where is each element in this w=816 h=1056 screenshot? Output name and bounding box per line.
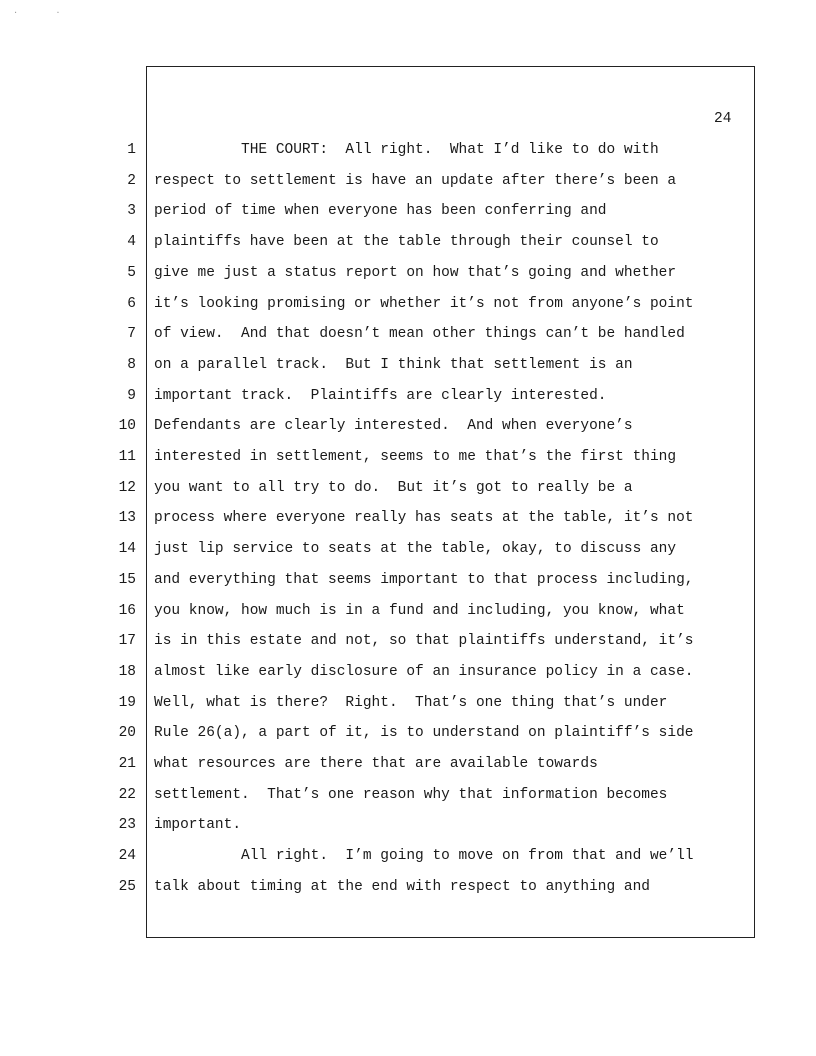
transcript-line — [0, 447, 816, 478]
line-number: 5 — [127, 264, 136, 281]
line-number: 18 — [118, 663, 136, 680]
transcript-line — [0, 815, 816, 846]
line-number: 15 — [118, 571, 136, 588]
line-text: is in this estate and not, so that plaintiffs understand, it’s — [154, 633, 694, 650]
line-text: important. — [154, 817, 242, 834]
line-text: of view. And that doesn’t mean other things can’t be handled — [154, 326, 685, 343]
line-number: 24 — [118, 848, 136, 865]
transcript-line — [0, 539, 816, 570]
line-number: 19 — [118, 694, 136, 711]
line-text: process where everyone really has seats at the table, it’s not — [154, 510, 694, 527]
transcript-line — [0, 508, 816, 539]
transcript-line — [0, 662, 816, 693]
line-text: give me just a status report on how that’s going and whether — [154, 264, 677, 281]
transcript-line — [0, 846, 816, 877]
line-number: 25 — [118, 878, 136, 895]
line-text: Rule 26(a), a part of it, is to understand on plaintiff’s side — [154, 725, 694, 742]
transcript-line — [0, 570, 816, 601]
line-text: you want to all try to do. But it’s got to really be a — [154, 479, 633, 496]
line-number: 23 — [118, 817, 136, 834]
line-number: 2 — [127, 172, 136, 189]
transcript-line — [0, 232, 816, 263]
line-number: 17 — [118, 633, 136, 650]
line-number: 20 — [118, 725, 136, 742]
line-number: 14 — [118, 541, 136, 558]
line-text: Defendants are clearly interested. And when everyone’s — [154, 418, 633, 435]
transcript-line — [0, 877, 816, 908]
line-text: you know, how much is in a fund and including, you know, what — [154, 602, 685, 619]
transcript-line — [0, 416, 816, 447]
line-text: settlement. That’s one reason why that information becomes — [154, 786, 668, 803]
line-number: 10 — [118, 418, 136, 435]
transcript-line — [0, 631, 816, 662]
transcript-line — [0, 693, 816, 724]
transcript-line — [0, 386, 816, 417]
transcript-line — [0, 754, 816, 785]
line-number: 12 — [118, 479, 136, 496]
line-number: 7 — [127, 326, 136, 343]
line-number: 11 — [118, 449, 136, 465]
line-text: plaintiffs have been at the table through their counsel to — [154, 234, 659, 251]
line-text: All right. I’m going to move on from that and we’ll — [154, 848, 694, 865]
transcript-line — [0, 478, 816, 509]
line-text: almost like early disclosure of an insurance policy in a case. — [154, 663, 694, 680]
transcript-line — [0, 723, 816, 754]
line-number: 22 — [118, 786, 136, 803]
transcript-line — [0, 263, 816, 294]
line-number: 6 — [127, 295, 136, 312]
transcript-line — [0, 140, 816, 171]
line-text: interested in settlement, seems to me that’s the first thing — [154, 449, 677, 465]
line-number: 16 — [118, 602, 136, 619]
scan-artifact-marks: · · — [14, 8, 78, 19]
line-text: talk about timing at the end with respect to anything and — [154, 878, 650, 895]
transcript-line — [0, 355, 816, 386]
line-number: 13 — [118, 510, 136, 527]
transcript-line — [0, 324, 816, 355]
line-text: it’s looking promising or whether it’s not from anyone’s point — [154, 295, 694, 312]
page-number: 24 — [714, 111, 732, 127]
transcript-line — [0, 785, 816, 816]
line-text: respect to settlement is have an update after there’s been a — [154, 172, 677, 189]
line-number: 9 — [127, 387, 136, 404]
line-text: THE COURT: All right. What I’d like to do with — [154, 142, 659, 158]
line-text: Well, what is there? Right. That’s one thing that’s under — [154, 694, 668, 711]
transcript-line — [0, 171, 816, 202]
line-number: 8 — [127, 356, 136, 373]
line-text: important track. Plaintiffs are clearly interested. — [154, 387, 607, 404]
line-text: period of time when everyone has been conferring and — [154, 203, 607, 220]
line-text: and everything that seems important to that process including, — [154, 571, 694, 588]
line-number: 21 — [118, 756, 136, 772]
transcript-line — [0, 601, 816, 632]
line-text: on a parallel track. But I think that settlement is an — [154, 356, 633, 373]
transcript-line — [0, 201, 816, 232]
line-number: 4 — [127, 234, 136, 251]
line-text: what resources are there that are available towards — [154, 756, 598, 772]
line-number: 3 — [127, 203, 136, 220]
line-text: just lip service to seats at the table, okay, to discuss any — [154, 541, 677, 558]
transcript-line — [0, 294, 816, 325]
line-number: 1 — [127, 142, 136, 158]
